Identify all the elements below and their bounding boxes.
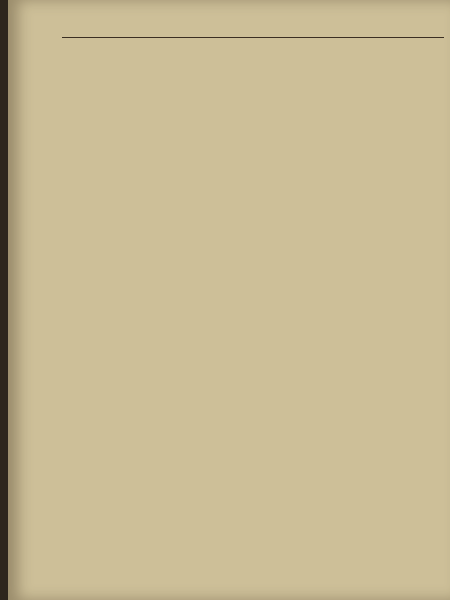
document-page: [8, 0, 450, 600]
header-rule: [62, 37, 444, 38]
